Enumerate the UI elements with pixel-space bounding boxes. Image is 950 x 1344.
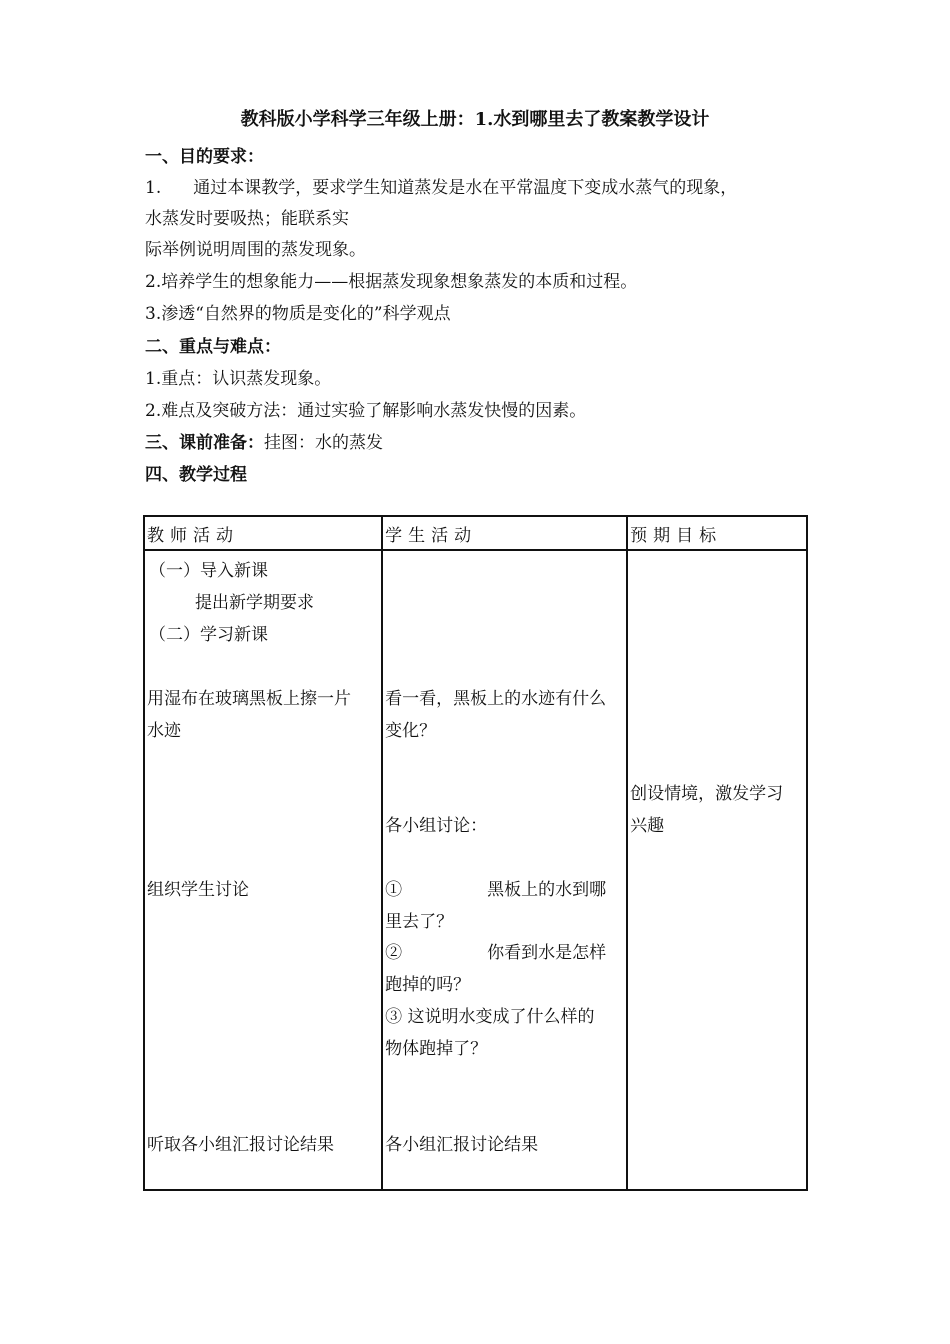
teacher-step-intro-sub: 提出新学期要求 <box>195 593 314 613</box>
section-heading-process: 四、教学过程 <box>145 465 247 485</box>
question-1-line-2: 里去了？ <box>385 912 454 932</box>
student-activity-cell <box>382 550 627 1190</box>
section-heading-key-points: 二、重点与难点： <box>145 337 281 357</box>
goal-item-1 <box>145 173 737 198</box>
teacher-activity-1-line-2: 水迹 <box>147 721 181 741</box>
question-3-line-1: ③ 这说明水变成了什么样的 <box>385 1007 595 1027</box>
preparation-text: 挂图：水的蒸发 <box>264 433 383 453</box>
header-teacher-activity: 教师活动 <box>144 516 382 550</box>
document-title: 教科版小学科学三年级上册：1.水到哪里去了教案教学设计 <box>240 109 710 130</box>
goal-item-1-continued-2: 际举例说明周围的蒸发现象。 <box>145 240 366 260</box>
goal-item-1-text: 通过本课教学，要求学生知道蒸发是水在平常温度下变成水蒸气的现象， <box>193 178 738 198</box>
teaching-process-table <box>143 515 808 1191</box>
key-point-item: 1.重点：认识蒸发现象。 <box>145 369 332 389</box>
goal-item-3: 3.渗透“自然界的物质是变化的”科学观点 <box>145 304 451 324</box>
teacher-activity-1-line-1: 用湿布在玻璃黑板上擦一片 <box>147 689 351 709</box>
table-header-row <box>144 516 807 550</box>
teacher-activity-cell <box>144 550 382 1190</box>
teacher-step-new: （二）学习新课 <box>149 625 268 645</box>
student-activity-1-line-1: 看一看，黑板上的水迹有什么 <box>385 689 607 709</box>
question-2-line-2: 跑掉的吗？ <box>385 975 471 995</box>
table-body-row <box>144 550 807 1190</box>
section-heading-preparation: 三、课前准备： <box>145 433 264 453</box>
goal-item-1-number: 1. <box>145 178 162 198</box>
header-expected-goal: 预期目标 <box>627 516 807 550</box>
student-activity-3: 各小组汇报讨论结果 <box>385 1135 539 1155</box>
goal-line-2: 兴趣 <box>630 816 665 836</box>
question-2-line-1: ② 你看到水是怎样 <box>385 943 607 963</box>
teacher-activity-3: 听取各小组汇报讨论结果 <box>147 1135 334 1155</box>
student-activity-2: 各小组讨论： <box>385 816 488 836</box>
difficulty-item: 2.难点及突破方法：通过实验了解影响水蒸发快慢的因素。 <box>145 401 587 421</box>
section-heading-goals: 一、目的要求： <box>145 147 264 167</box>
goal-item-1-continued: 水蒸发时要吸热；能联系实 <box>145 209 349 229</box>
question-3-line-2: 物体跑掉了？ <box>385 1039 488 1059</box>
teacher-step-intro: （一）导入新课 <box>149 561 268 581</box>
preparation-line <box>145 428 383 453</box>
header-student-activity: 学生活动 <box>382 516 627 550</box>
question-1-line-1: ① 黑板上的水到哪 <box>385 880 607 900</box>
expected-goal-cell <box>627 550 807 1190</box>
goal-line-1: 创设情境，激发学习 <box>630 784 784 804</box>
student-activity-1-line-2: 变化？ <box>385 721 437 741</box>
goal-item-2: 2.培养学生的想象能力——根据蒸发现象想象蒸发的本质和过程。 <box>145 272 638 292</box>
teacher-activity-2: 组织学生讨论 <box>147 880 249 900</box>
